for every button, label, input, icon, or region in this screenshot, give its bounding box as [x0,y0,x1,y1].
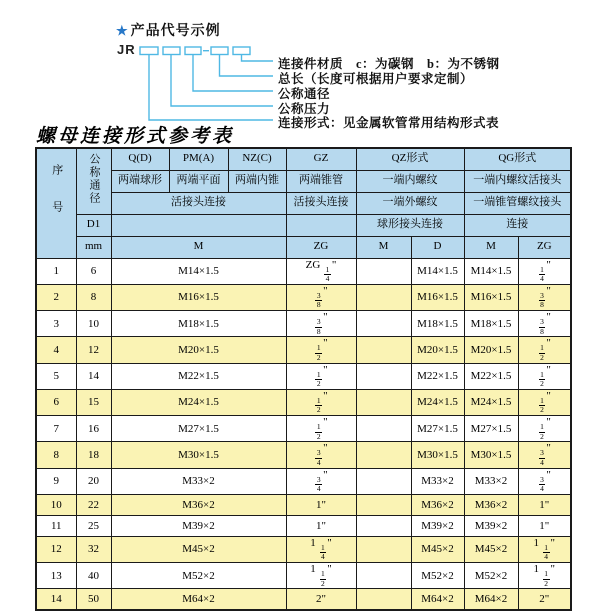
fraction: $\frac{3}{4}$ [316,448,321,467]
cell-qz-m [356,284,411,310]
fraction: $\frac{1}{2}$ [544,569,549,588]
cell-qz-d: M36×2 [411,494,464,515]
cell-qz-m [356,563,411,589]
cell-zg: 1 $\frac{1}{2}$ " [286,563,356,589]
table-row [36,337,571,363]
table-row [36,536,571,562]
table-row [36,494,571,515]
cell-qg-m: M39×2 [464,515,518,536]
cell-seq: 2 [36,284,76,310]
table-row [36,416,571,442]
connector-length [220,55,274,77]
header-nz-desc: 两端内锥 [228,170,286,192]
cell-seq: 11 [36,515,76,536]
cell-qg-zg: 1 $\frac{1}{2}$ " [518,563,571,589]
fraction: $\frac{1}{2}$ [540,343,544,362]
cell-m: M30×1.5 [111,442,286,468]
header-pm-desc: 两端平面 [169,170,228,192]
header-col-pm: PM(A) [169,148,228,170]
cell-zg: $\frac{1}{2}$ " [286,337,356,363]
fraction: $\frac{1}{2}$ [540,422,544,441]
fraction: $\frac{1}{4}$ [540,264,544,284]
header-unit-m: M [111,236,286,258]
cell-qz-m [356,258,411,284]
header-qz-connection: 一端外螺纹 [356,192,464,214]
cell-m: M27×1.5 [111,416,286,442]
cell-qz-d: M52×2 [411,563,464,589]
fraction: $\frac{3}{4}$ [540,448,544,467]
fraction: $\frac{1}{4}$ [321,542,325,562]
cell-dn: 18 [76,442,111,468]
cell-seq: 8 [36,442,76,468]
header-empty-qpmnz [111,214,286,236]
cell-dn: 12 [76,337,111,363]
cell-qz-m [356,363,411,389]
cell-dn: 25 [76,515,111,536]
cell-seq: 9 [36,468,76,494]
header-gz-connection: 活接头连接 [286,192,356,214]
cell-qg-zg: $\frac{3}{4}$ " [518,442,571,468]
fraction: $\frac{1}{4}$ [325,264,330,284]
header-unit-qz-m: M [356,236,411,258]
cell-m: M45×2 [111,536,286,562]
cell-seq: 4 [36,337,76,363]
cell-zg: 2" [286,589,356,610]
header-gz-desc: 两端锥管 [286,170,356,192]
fraction: $\frac{1}{2}$ [316,422,321,441]
header-unit-qg-zg: ZG [518,236,571,258]
fraction: $\frac{1}{2}$ [540,369,544,389]
cell-qg-m: M20×1.5 [464,337,518,363]
cell-dn: 22 [76,494,111,515]
cell-qg-m: M64×2 [464,589,518,610]
cell-qg-m: M30×1.5 [464,442,518,468]
code-box-5 [233,47,250,55]
fraction: $\frac{1}{2}$ [316,395,321,415]
fraction: $\frac{3}{8}$ [316,317,321,336]
cell-qz-m [356,416,411,442]
header-unit-qz-d: D [411,236,464,258]
cell-qg-m: M24×1.5 [464,389,518,415]
cell-dn: 15 [76,389,111,415]
connector-diameter [193,55,273,92]
cell-qz-d: M39×2 [411,515,464,536]
table-row [36,468,571,494]
fraction: $\frac{1}{2}$ [540,395,544,415]
header-empty-gz [286,214,356,236]
cell-dn: 16 [76,416,111,442]
diagram-title [116,20,221,40]
nut-connection-reference-table [35,147,572,611]
fraction: $\frac{1}{4}$ [544,542,549,562]
cell-zg: $\frac{3}{4}$ " [286,468,356,494]
fraction: $\frac{3}{4}$ [540,474,544,494]
connector-form [149,55,273,121]
header-q-desc: 两端球形 [111,170,169,192]
code-box-2 [163,47,180,55]
cell-qg-m: M14×1.5 [464,258,518,284]
cell-qz-d: M33×2 [411,468,464,494]
cell-qz-m [356,337,411,363]
header-qz-joint: 球形接头连接 [356,214,464,236]
cell-qg-zg: $\frac{3}{4}$ " [518,468,571,494]
cell-qg-zg: $\frac{3}{8}$ " [518,311,571,337]
cell-m: M14×1.5 [111,258,286,284]
header-union-connection: 活接头连接 [111,192,286,214]
cell-dn: 20 [76,468,111,494]
cell-qg-zg: 1" [518,515,571,536]
cell-zg: $\frac{3}{8}$ " [286,284,356,310]
header-col-q: Q(D) [111,148,169,170]
code-box-1 [140,47,158,55]
cell-qz-d: M20×1.5 [411,337,464,363]
header-qg-joint: 连接 [464,214,571,236]
code-box-3 [185,47,201,55]
header-d1: D1 [76,214,111,236]
header-row-4 [36,214,571,236]
fraction: $\frac{1}{2}$ [321,569,325,588]
connector-pressure [171,55,273,107]
cell-m: M18×1.5 [111,311,286,337]
cell-seq: 14 [36,589,76,610]
cell-qg-m: M52×2 [464,563,518,589]
fraction: $\frac{3}{8}$ [540,290,544,310]
diagram-label-pressure: 公称压力 [278,102,331,116]
cell-zg: $\frac{3}{4}$ " [286,442,356,468]
star-icon: ★ [116,23,129,38]
cell-dn: 50 [76,589,111,610]
cell-qz-m [356,311,411,337]
cell-qz-d: M18×1.5 [411,311,464,337]
table-row [36,363,571,389]
cell-seq: 6 [36,389,76,415]
cell-qg-zg: $\frac{1}{2}$ " [518,389,571,415]
cell-m: M24×1.5 [111,389,286,415]
fraction: $\frac{1}{2}$ [316,369,321,389]
cell-qz-m [356,442,411,468]
cell-qg-m: M33×2 [464,468,518,494]
cell-zg: $\frac{1}{2}$ " [286,363,356,389]
cell-dn: 14 [76,363,111,389]
cell-qz-m [356,494,411,515]
table-body [36,258,571,610]
header-row-2 [36,170,571,192]
cell-qg-m: M45×2 [464,536,518,562]
fraction: $\frac{3}{4}$ [316,474,321,494]
cell-seq: 13 [36,563,76,589]
cell-m: M20×1.5 [111,337,286,363]
cell-dn: 6 [76,258,111,284]
table-row [36,515,571,536]
cell-seq: 7 [36,416,76,442]
header-row-1 [36,148,571,170]
cell-qz-m [356,468,411,494]
cell-zg: $\frac{1}{2}$ " [286,389,356,415]
cell-qz-d: M64×2 [411,589,464,610]
header-qg-connection: 一端锥管螺纹接头 [464,192,571,214]
header-row-3 [36,192,571,214]
table-header [36,148,571,258]
fraction: $\frac{1}{2}$ [316,343,321,362]
cell-qz-m [356,515,411,536]
cell-seq: 12 [36,536,76,562]
cell-dn: 32 [76,536,111,562]
header-seq: 序号 [36,148,76,258]
cell-zg: ZG $\frac{1}{4}$ " [286,258,356,284]
cell-dn: 10 [76,311,111,337]
cell-qz-d: M22×1.5 [411,363,464,389]
cell-qg-zg: $\frac{1}{2}$ " [518,363,571,389]
table-row [36,311,571,337]
header-col-gz: GZ [286,148,356,170]
header-unit-zg: ZG [286,236,356,258]
table-row [36,563,571,589]
table-row [36,258,571,284]
cell-m: M22×1.5 [111,363,286,389]
header-unit-qg-m: M [464,236,518,258]
cell-dn: 40 [76,563,111,589]
header-col-qz: QZ形式 [356,148,464,170]
cell-zg: 1" [286,515,356,536]
header-qg-desc: 一端内螺纹活接头 [464,170,571,192]
header-mm: mm [76,236,111,258]
table-row [36,389,571,415]
table-title: 螺母连接形式参考表 [36,125,235,147]
cell-seq: 10 [36,494,76,515]
product-code-prefix: JR [117,42,136,57]
cell-qg-m: M22×1.5 [464,363,518,389]
header-row-5 [36,236,571,258]
cell-qz-d: M16×1.5 [411,284,464,310]
header-nominal-diameter: 公称通径 [76,148,111,214]
cell-m: M39×2 [111,515,286,536]
code-box-4 [211,47,228,55]
cell-qg-m: M36×2 [464,494,518,515]
table-row [36,284,571,310]
cell-qz-d: M14×1.5 [411,258,464,284]
table-row [36,442,571,468]
cell-qz-m [356,536,411,562]
diagram-label-material: 连接件材质 c：为碳钢 b：为不锈钢 [278,57,500,71]
header-qz-desc: 一端内螺纹 [356,170,464,192]
cell-qg-zg: $\frac{1}{2}$ " [518,416,571,442]
diagram-label-diameter: 公称通径 [278,87,331,101]
cell-qg-zg: $\frac{3}{8}$ " [518,284,571,310]
cell-m: M64×2 [111,589,286,610]
cell-seq: 5 [36,363,76,389]
cell-qg-zg: 2" [518,589,571,610]
diagram-title-text: 产品代号示例 [130,22,221,38]
header-col-qg: QG形式 [464,148,571,170]
cell-zg: 1 $\frac{1}{4}$ " [286,536,356,562]
cell-qg-m: M18×1.5 [464,311,518,337]
cell-qz-m [356,389,411,415]
cell-zg: 1" [286,494,356,515]
cell-qg-zg: $\frac{1}{4}$ " [518,258,571,284]
cell-qg-zg: 1" [518,494,571,515]
cell-qg-zg: $\frac{1}{2}$ " [518,337,571,363]
cell-zg: $\frac{1}{2}$ " [286,416,356,442]
cell-qz-d: M45×2 [411,536,464,562]
cell-m: M33×2 [111,468,286,494]
cell-seq: 1 [36,258,76,284]
diagram-label-form: 连接形式：见金属软管常用结构形式表 [278,116,500,130]
cell-m: M16×1.5 [111,284,286,310]
cell-qg-m: M27×1.5 [464,416,518,442]
cell-dn: 8 [76,284,111,310]
cell-m: M52×2 [111,563,286,589]
cell-qg-zg: 1 $\frac{1}{4}$ " [518,536,571,562]
cell-qz-d: M27×1.5 [411,416,464,442]
cell-qg-m: M16×1.5 [464,284,518,310]
diagram-label-length: 总长（长度可根据用户要求定制） [278,72,474,86]
header-col-nz: NZ(C) [228,148,286,170]
table-row [36,589,571,610]
connector-material [242,55,274,62]
cell-qz-d: M30×1.5 [411,442,464,468]
cell-m: M36×2 [111,494,286,515]
fraction: $\frac{3}{8}$ [540,317,544,336]
cell-qz-m [356,589,411,610]
cell-seq: 3 [36,311,76,337]
cell-zg: $\frac{3}{8}$ " [286,311,356,337]
fraction: $\frac{3}{8}$ [316,290,321,310]
cell-qz-d: M24×1.5 [411,389,464,415]
